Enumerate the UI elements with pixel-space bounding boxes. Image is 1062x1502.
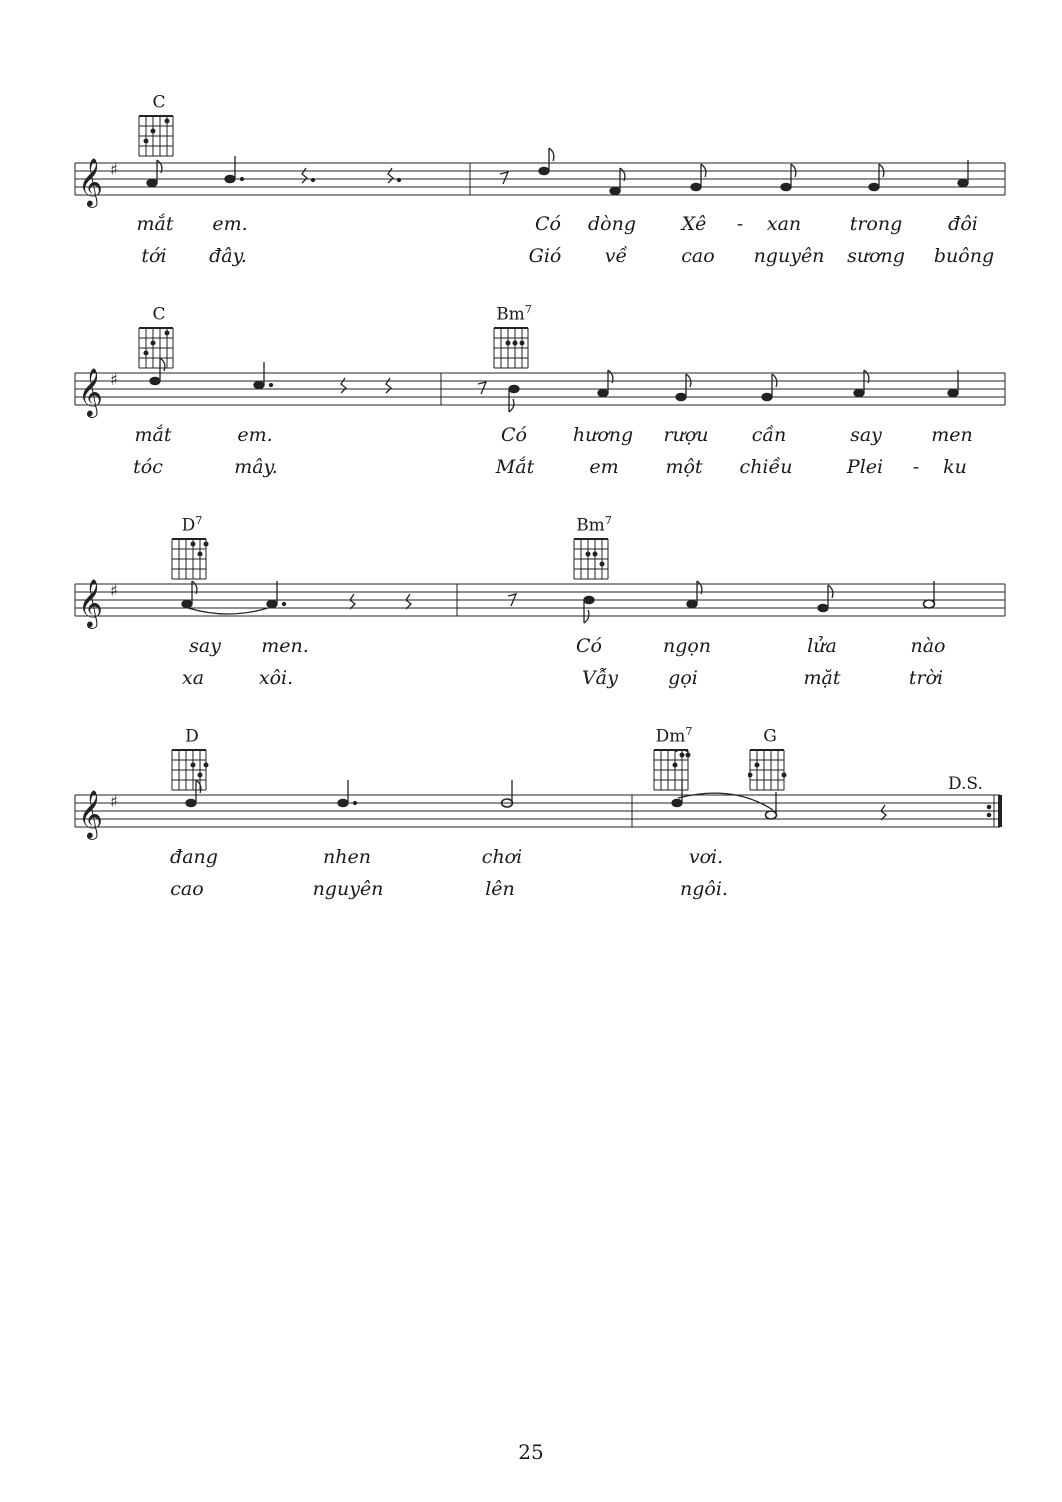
lyric: cao xyxy=(170,878,204,900)
lyric: hương xyxy=(572,424,634,446)
svg-text:𝄞: 𝄞 xyxy=(78,367,103,416)
lyric: men. xyxy=(261,635,309,657)
lyric: xa xyxy=(181,667,205,689)
lyric: Plei xyxy=(846,456,884,478)
svg-text:𝄞: 𝄞 xyxy=(78,789,103,838)
lyric: say xyxy=(189,635,221,657)
chord-grid-icon xyxy=(748,748,792,796)
lyric: chơi xyxy=(481,846,523,868)
lyric: say xyxy=(850,424,882,446)
page-number: 25 xyxy=(518,1440,544,1464)
sharp-icon xyxy=(110,792,118,811)
lyric: đang xyxy=(170,846,218,868)
lyric: mắt xyxy=(136,213,174,235)
lyric: - xyxy=(912,456,920,478)
svg-text:♯: ♯ xyxy=(110,581,118,600)
svg-text:𝄞: 𝄞 xyxy=(78,578,103,627)
lyric: trong xyxy=(849,213,903,235)
svg-text:♯: ♯ xyxy=(110,792,118,811)
lyric: buông xyxy=(933,245,995,267)
lyric: lên xyxy=(485,878,515,900)
lyric: em. xyxy=(212,213,248,235)
lyric: xôi. xyxy=(258,667,294,689)
lyric: gọi xyxy=(668,667,698,689)
lyric: dòng xyxy=(587,213,637,235)
lyric: Mắt xyxy=(495,456,535,478)
lyric: cần xyxy=(751,424,787,446)
chord-name: $D^7$ xyxy=(181,514,203,536)
lyric: đây. xyxy=(209,245,247,267)
svg-text:♯: ♯ xyxy=(110,370,118,389)
lyric: mặt xyxy=(803,667,841,689)
lyric: tới xyxy=(141,245,167,267)
lyric: nguyên xyxy=(753,245,825,267)
chord-grid-icon xyxy=(652,748,696,796)
chord-name: C xyxy=(152,92,166,113)
lyric: một xyxy=(665,456,703,478)
lyric: ku xyxy=(943,456,967,478)
lyric: Vẫy xyxy=(581,667,619,689)
chord-grid-icon xyxy=(170,748,214,796)
chord-name: Bm$^7$ xyxy=(576,514,612,536)
lyric: Xê xyxy=(681,213,707,235)
lyric: ngọn xyxy=(662,635,712,657)
lyric: tóc xyxy=(133,456,163,478)
lyric: rượu xyxy=(663,424,709,446)
svg-text:♯: ♯ xyxy=(110,160,118,179)
lyric: Có xyxy=(535,213,561,235)
lyric: nhen xyxy=(323,846,371,868)
lyric: vơi. xyxy=(688,846,724,868)
lyric: lửa xyxy=(807,635,837,657)
chord-name: Dm$^7$ xyxy=(655,725,693,747)
lyric: về xyxy=(604,245,628,267)
lyric: em. xyxy=(237,424,273,446)
svg-text:𝄞: 𝄞 xyxy=(78,157,103,206)
lyric: cao xyxy=(681,245,715,267)
lyric: chiều xyxy=(739,456,793,478)
lyric: Gió xyxy=(528,245,562,267)
lyric: - xyxy=(736,213,744,235)
chord-name: G xyxy=(763,726,777,747)
chord-name: C xyxy=(152,304,166,325)
chord-diagram xyxy=(652,725,696,808)
chord-diagram xyxy=(748,726,792,808)
lyric: trời xyxy=(908,667,944,689)
lyric: nguyên xyxy=(312,878,384,900)
lyric: sương xyxy=(847,245,905,267)
lyric: đôi xyxy=(948,213,978,235)
chord-name: Bm$^7$ xyxy=(496,303,532,325)
treble-clef-icon xyxy=(78,789,103,840)
dal-segno-mark: D.S. xyxy=(948,774,983,794)
chord-name: D xyxy=(185,726,199,747)
chord-diagram xyxy=(170,726,214,808)
lyric: Có xyxy=(501,424,527,446)
lyric: ngôi. xyxy=(680,878,728,900)
lyric: xan xyxy=(766,213,802,235)
lyric: Có xyxy=(576,635,602,657)
lyric: em xyxy=(589,456,619,478)
lyric: mắt xyxy=(134,424,172,446)
lyric: nào xyxy=(910,635,946,657)
lyric: mây. xyxy=(234,456,278,478)
lyric: men xyxy=(931,424,973,446)
